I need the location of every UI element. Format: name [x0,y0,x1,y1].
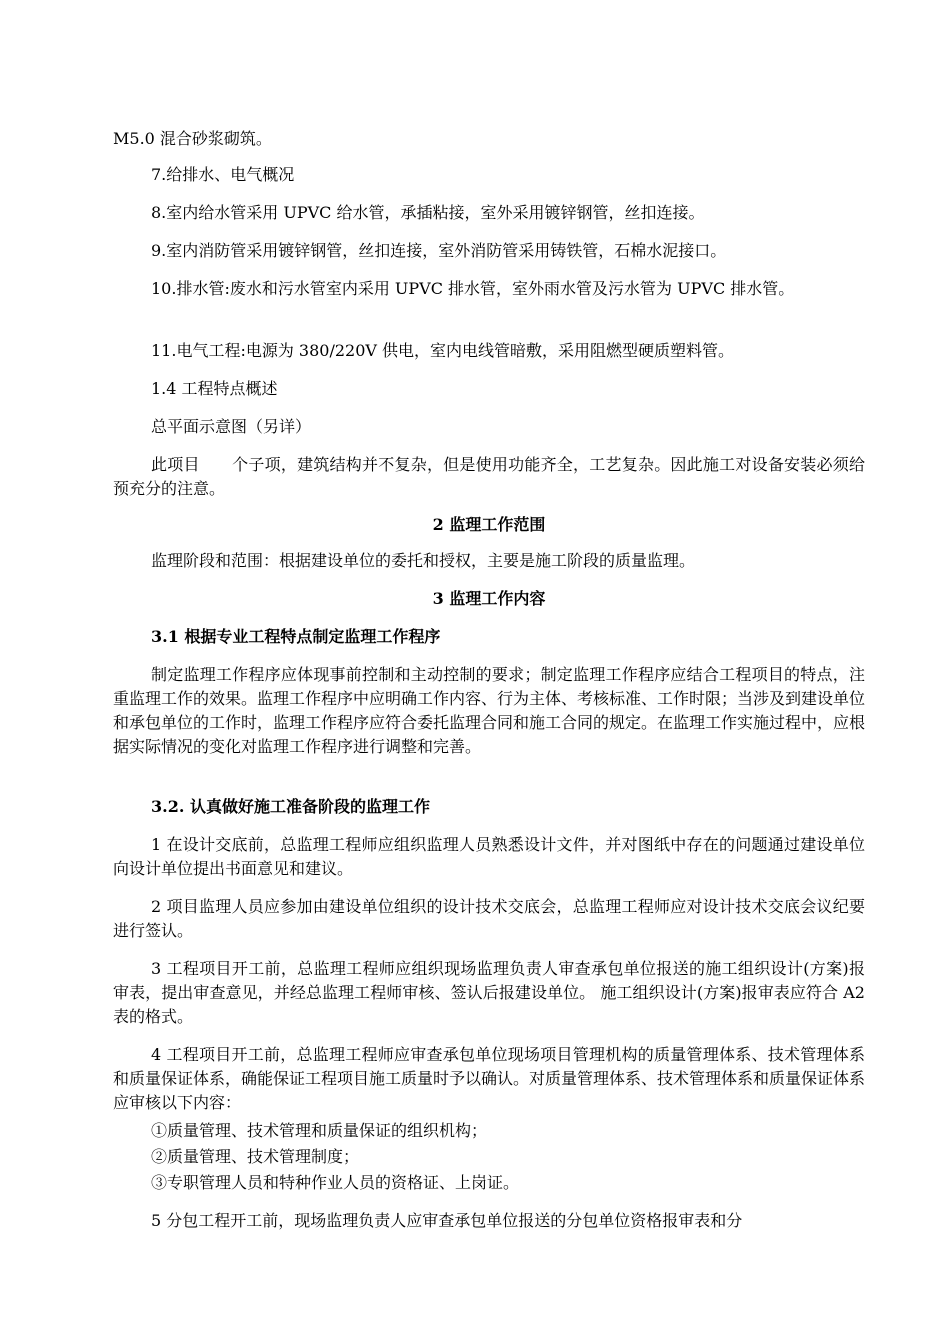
paragraph-step-3: 3 工程项目开工前，总监理工程师应组织现场监理负责人审查承包单位报送的施工组织设计(方案)报审表，提出审查意见，并经总监理工程师审核、签认后报建设单位。 施工组织设计(方案)报审表应符合 A2 表的格式。 [113,959,865,1026]
paragraph-step-1: 1 在设计交底前，总监理工程师应组织监理人员熟悉设计文件，并对图纸中存在的问题通过建设单位向设计单位提出书面意见和建议。 [113,835,865,878]
list-item-3: ③专职管理人员和特种作业人员的资格证、上岗证。 [151,1173,520,1192]
paragraph-mortar: M5.0 混合砂浆砌筑。 [113,129,272,148]
section-heading-3-1: 3.1 根据专业工程特点制定监理工作程序 [151,627,441,646]
paragraph-item-9: 9.室内消防管采用镀锌钢管，丝扣连接，室外消防管采用铸铁管，石棉水泥接口。 [151,241,727,260]
paragraph-site-plan: 总平面示意图（另详） [151,417,312,436]
paragraph-project-features: 此项目 个子项，建筑结构并不复杂，但是使用功能齐全，工艺复杂。因此施工对设备安装必须给预充分的注意。 [113,455,865,498]
list-item-1: ①质量管理、技术管理和质量保证的组织机构； [151,1121,488,1140]
paragraph-step-4: 4 工程项目开工前，总监理工程师应审查承包单位现场项目管理机构的质量管理体系、技术管理体系和质量保证体系，确能保证工程项目施工质量时予以确认。对质量管理体系、技术管理体系和质量保证体系应审核以下内容： [113,1045,866,1112]
paragraph-step-5: 5 分包工程开工前，现场监理负责人应审查承包单位报送的分包单位资格报审表和分 [151,1211,743,1230]
paragraph-step-2: 2 项目监理人员应参加由建设单位组织的设计技术交底会，总监理工程师应对设计技术交底会议纪要进行签认。 [113,897,865,940]
paragraph-item-8: 8.室内给水管采用 UPVC 给水管，承插粘接，室外采用镀锌钢管，丝扣连接。 [151,203,705,222]
section-heading-3-2: 3.2. 认真做好施工准备阶段的监理工作 [151,797,430,816]
paragraph-scope: 监理阶段和范围：根据建设单位的委托和授权，主要是施工阶段的质量监理。 [151,551,696,570]
paragraph-3-1: 制定监理工作程序应体现事前控制和主动控制的要求；制定监理工作程序应结合工程项目的特点，注重监理工作的效果。监理工作程序中应明确工作内容、行为主体、考核标准、工作时限；当涉及到建设单位和承包单位的工作时，监理工作程序应符合委托监理合同和施工合同的规定。在监理工作实施过程中，应根据实际情况的变化对监理工作程序进行调整和完善。 [113,665,866,756]
paragraph-item-11: 11.电气工程:电源为 380/220V 供电，室内电线管暗敷，采用阻燃型硬质塑料管。 [151,341,735,360]
section-heading-2: 2 监理工作范围 [432,515,546,534]
paragraph-item-7: 7.给排水、电气概况 [151,165,295,184]
paragraph-item-10: 10.排水管:废水和污水管室内采用 UPVC 排水管，室外雨水管及污水管为 UPVC 排水管。 [151,279,795,298]
section-heading-3: 3 监理工作内容 [432,589,546,608]
list-item-2: ②质量管理、技术管理制度； [151,1147,360,1166]
section-heading-1-4: 1.4 工程特点概述 [151,379,278,398]
